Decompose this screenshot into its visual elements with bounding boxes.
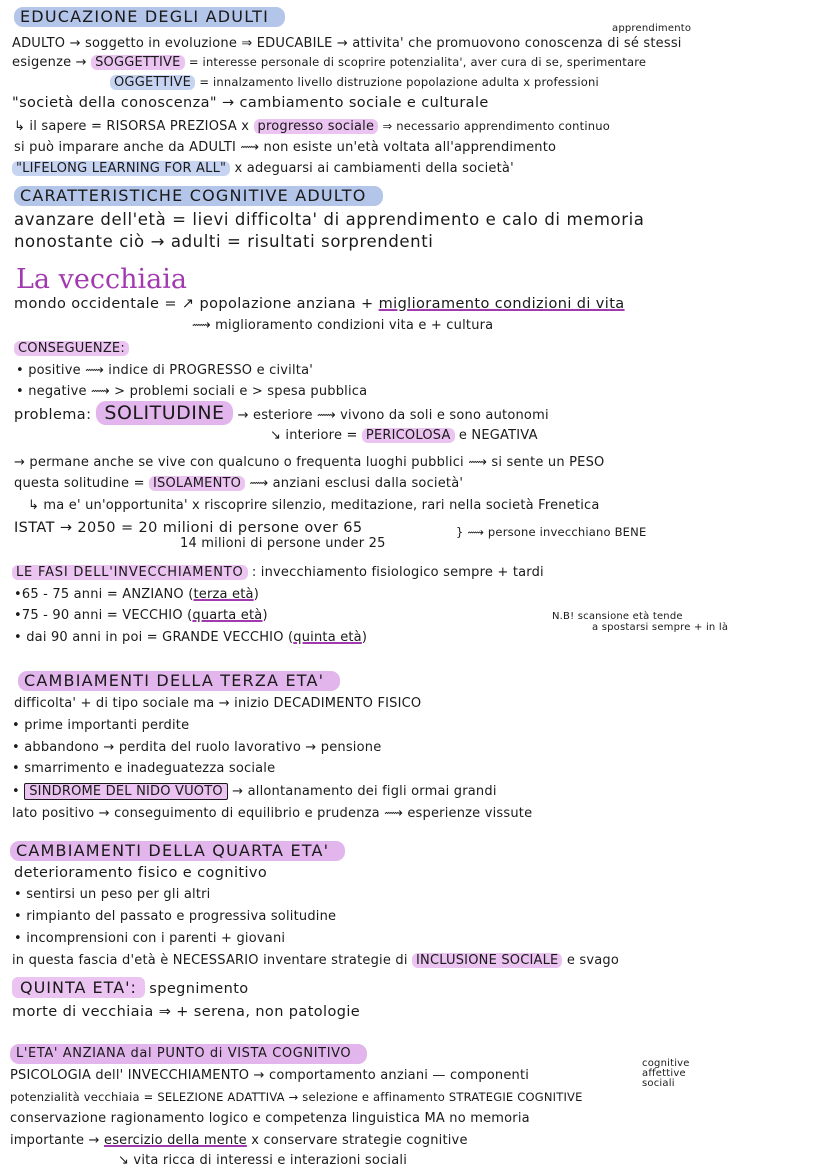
line-abbandono: • abbandono → perdita del ruolo lavorativo → pensione bbox=[12, 740, 382, 755]
heading-educazione-adulti: EDUCAZIONE DEGLI ADULTI bbox=[14, 7, 285, 27]
line-sentirsi-peso: • sentirsi un peso per gli altri bbox=[14, 887, 211, 902]
line-interiore: ↘ interiore = PERICOLOSA e NEGATIVA bbox=[270, 428, 538, 443]
line-vita-ricca: ↘ vita ricca di interessi e interazioni sociali bbox=[118, 1153, 408, 1168]
tag-solitudine: SOLITUDINE bbox=[96, 401, 232, 425]
title-la-vecchiaia: La vecchiaia bbox=[16, 264, 187, 295]
line-fase-anziano: •65 - 75 anni = ANZIANO (terza età) bbox=[14, 587, 259, 602]
line-istat: ISTAT → 2050 = 20 milioni di persone over 65 bbox=[14, 520, 363, 536]
line-adulto: ADULTO → soggetto in evoluzione ⇒ EDUCABILE → attivita' che promuovono conoscenza di sé stessi bbox=[12, 36, 682, 51]
line-opportunita: ↳ ma e' un'opportunita' x riscoprire silenzio, meditazione, rari nella società Frenetica bbox=[28, 498, 600, 513]
miglioramento-condizioni-highlight: miglioramento condizioni di vita bbox=[378, 296, 625, 312]
line-incomprensioni: • incomprensioni con i parenti + giovani bbox=[14, 931, 286, 946]
line-potenzialita: potenzialità vecchiaia = SELEZIONE ADATTIVA → selezione e affinamento STRATEGIE COGNITIVE bbox=[10, 1090, 583, 1104]
line-avanzare-eta: avanzare dell'età = lievi difficolta' di apprendimento e calo di memoria bbox=[14, 210, 645, 229]
note-apprendimento: apprendimento bbox=[612, 23, 692, 34]
line-smarrimento: • smarrimento e inadeguatezza sociale bbox=[12, 761, 276, 776]
tag-sindrome-nido-vuoto: SINDROME DEL NIDO VUOTO bbox=[24, 783, 228, 800]
note-cognitive: cognitive bbox=[642, 1058, 690, 1069]
line-oggettive: OGGETTIVE = innalzamento livello distruzione popolazione adulta x professioni bbox=[110, 75, 599, 91]
line-miglioramento-cultura: ⟿ miglioramento condizioni vita e + cultura bbox=[192, 318, 494, 333]
line-invecchiano-bene: } ⟿ persone invecchiano BENE bbox=[456, 525, 647, 539]
line-under25: 14 milioni di persone under 25 bbox=[180, 536, 386, 551]
line-fase-grande-vecchio: • dai 90 anni in poi = GRANDE VECCHIO (quinta età) bbox=[14, 630, 368, 645]
line-imparare-adulti: si può imparare anche da ADULTI ⟿ non esiste un'età voltata all'apprendimento bbox=[14, 140, 557, 155]
line-deterioramento: deterioramento fisico e cognitivo bbox=[14, 865, 268, 881]
tag-progresso-sociale: progresso sociale bbox=[254, 119, 379, 134]
line-permane: → permane anche se vive con qualcuno o frequenta luoghi pubblici ⟿ si sente un PESO bbox=[14, 455, 605, 470]
line-positive: • positive ⟿ indice di PROGRESSO e civilta' bbox=[16, 363, 314, 378]
line-esigenze: esigenze → SOGGETTIVE = interesse personale di scoprire potenzialita', aver cura di se, sperimentare bbox=[12, 55, 647, 70]
line-morte-vecchiaia: morte di vecchiaia ⇒ + serena, non patologie bbox=[12, 1004, 361, 1020]
heading-caratteristiche-cognitive: CARATTERISTICHE COGNITIVE ADULTO bbox=[14, 186, 383, 206]
tag-lifelong-learning: "LIFELONG LEARNING FOR ALL" bbox=[12, 161, 230, 176]
tag-inclusione-sociale: INCLUSIONE SOCIALE bbox=[412, 953, 562, 968]
line-quinta-eta: QUINTA ETA': spegnimento bbox=[12, 980, 249, 998]
line-nido-vuoto: • SINDROME DEL NIDO VUOTO → allontanamento dei figli ormai grandi bbox=[12, 784, 497, 799]
esercizio-mente-highlight: esercizio della mente bbox=[104, 1133, 247, 1148]
line-inclusione-sociale: in questa fascia d'età è NECESSARIO inventare strategie di INCLUSIONE SOCIALE e svago bbox=[12, 953, 619, 968]
line-conservazione: conservazione ragionamento logico e competenza linguistica MA no memoria bbox=[10, 1111, 530, 1126]
line-problema: problema: SOLITUDINE → esteriore ⟿ vivono da soli e sono autonomi bbox=[14, 402, 549, 424]
line-importante: importante → esercizio della mente x conservare strategie cognitive bbox=[10, 1133, 468, 1148]
line-nonostante: nonostante ciò → adulti = risultati sorprendenti bbox=[14, 232, 434, 251]
tag-isolamento: ISOLAMENTO bbox=[149, 476, 245, 491]
heading-quarta-eta: CAMBIAMENTI DELLA QUARTA ETA' bbox=[10, 841, 345, 861]
heading-fasi-invecchiamento: LE FASI DELL'INVECCHIAMENTO bbox=[12, 565, 248, 580]
line-fase-vecchio: •75 - 90 anni = VECCHIO (quarta età) bbox=[14, 608, 268, 623]
line-isolamento: questa solitudine = ISOLAMENTO ⟿ anziani esclusi dalla società' bbox=[14, 476, 464, 491]
heading-quinta-eta: QUINTA ETA': bbox=[12, 977, 145, 998]
line-societa-conoscenza: "società della conoscenza" → cambiamento sociale e culturale bbox=[12, 95, 489, 111]
line-difficolta-sociale: difficolta' + di tipo sociale ma → inizio DECADIMENTO FISICO bbox=[14, 696, 422, 711]
tag-pericolosa: PERICOLOSA bbox=[362, 428, 455, 443]
heading-terza-eta: CAMBIAMENTI DELLA TERZA ETA' bbox=[18, 671, 340, 691]
label-conseguenze: CONSEGUENZE: bbox=[14, 341, 129, 357]
line-negative: • negative ⟿ > problemi sociali e > spesa pubblica bbox=[16, 384, 368, 399]
line-lifelong: "LIFELONG LEARNING FOR ALL" x adeguarsi ai cambiamenti della società' bbox=[12, 161, 514, 177]
line-sapere: ↳ il sapere = RISORSA PREZIOSA x progresso sociale ⇒ necessario apprendimento continuo bbox=[14, 119, 610, 134]
tag-oggettive: OGGETTIVE bbox=[110, 75, 195, 90]
note-nb-1: N.B! scansione età tende bbox=[552, 611, 683, 622]
line-rimpianto: • rimpianto del passato e progressiva solitudine bbox=[14, 909, 337, 924]
line-fasi: LE FASI DELL'INVECCHIAMENTO : invecchiamento fisiologico sempre + tardi bbox=[12, 565, 544, 581]
note-sociali: sociali bbox=[642, 1078, 675, 1089]
note-nb-2: a spostarsi sempre + in là bbox=[592, 622, 729, 633]
tag-soggettive: SOGGETTIVE bbox=[91, 55, 184, 70]
line-psicologia: PSICOLOGIA dell' INVECCHIAMENTO → comportamento anziani — componenti bbox=[10, 1068, 530, 1083]
line-perdite: • prime importanti perdite bbox=[12, 718, 190, 733]
line-lato-positivo: lato positivo → conseguimento di equilibrio e prudenza ⟿ esperienze vissute bbox=[12, 806, 533, 821]
note-affettive: affettive bbox=[642, 1068, 686, 1079]
heading-eta-anziana-cognitivo: L'ETA' ANZIANA dal PUNTO di VISTA COGNITIVO bbox=[10, 1044, 367, 1064]
line-mondo-occidentale: mondo occidentale = ↗ popolazione anziana + miglioramento condizioni di vita bbox=[14, 296, 625, 312]
